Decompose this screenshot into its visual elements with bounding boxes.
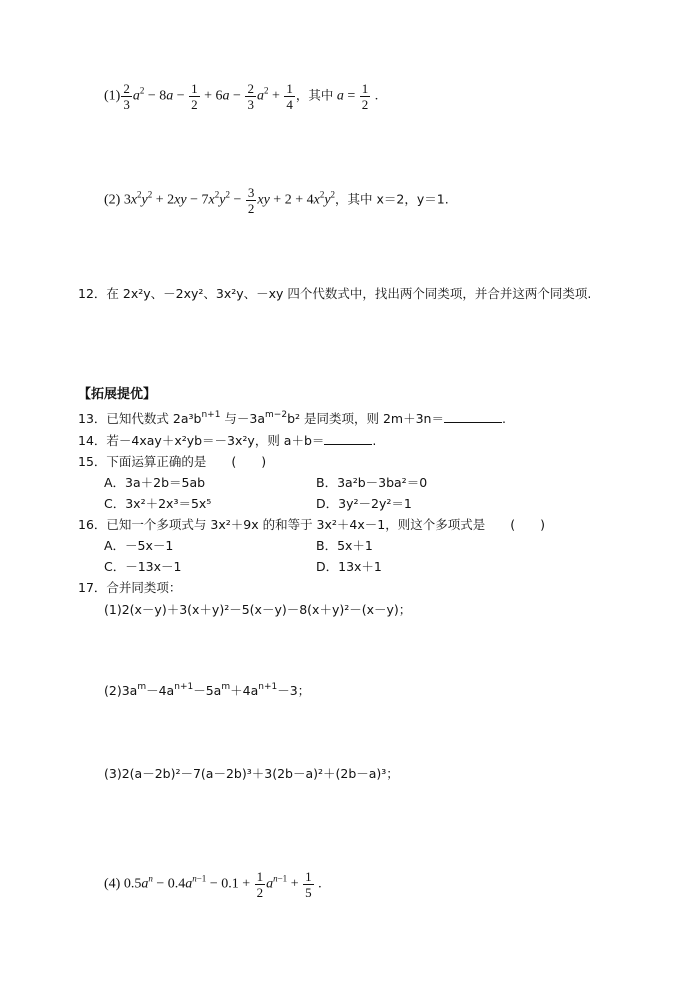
question-17-part-3: (3)2(a－2b)²－7(a－2b)³＋3(2b－a)²＋(2b－a)³； (104, 766, 399, 781)
question-17-stem: 17．合并同类项： (78, 580, 182, 595)
question-15-option-c: C．3x²＋2x³＝5x⁵ (104, 496, 212, 511)
question-15-stem: 15．下面运算正确的是 ( ) (78, 454, 267, 469)
fraction: $\frac{1}{5}$ (305, 869, 312, 900)
question-17-part-4: (4) $0.5a^n - 0.4a^{n-1} - 0.1$ + $\frac{1}{2}$ $a^{n-1}$ + $\frac{1}{5}$ . (104, 869, 322, 900)
question-16-option-b: B．5x＋1 (316, 538, 373, 553)
fraction: $\frac{2}{3}$ (123, 81, 130, 112)
problem-1-label: (1) (104, 88, 121, 104)
fraction: $\frac{1}{4}$ (286, 81, 293, 112)
question-16-option-d: D．13x＋1 (316, 559, 382, 574)
question-16-option-c: C．－13x－1 (104, 559, 182, 574)
question-12: 12．在 2x²y、－2xy²、3x²y、－xy 四个代数式中，找出两个同类项，并合并这两个同类项. (78, 286, 592, 301)
fraction: $\frac{3}{2}$ (247, 185, 255, 216)
problem-1-expression: (1) $\frac{2}{3}$ $a^2 - 8a$ − $\frac{1}{2}$ + 6a − $\frac{2}{3}$ $a^2$ + $\frac{1}{4}$ ，其中 a = $\frac{1}{2}$ . (104, 81, 379, 112)
part-4-label: (4) (104, 876, 121, 892)
question-15-option-d: D．3y²－2y²＝1 (316, 496, 412, 511)
question-14: 14．若－4xay＋x²yb＝－3x²y，则 a＋b＝ . (78, 433, 377, 448)
section-title: 【拓展提优】 (78, 387, 157, 402)
problem-2-label: (2) (104, 192, 121, 208)
problem-1-condition: ，其中 (295, 87, 334, 103)
question-15-option-b: B．3a²b－3ba²＝0 (316, 475, 428, 490)
question-16-option-a: A．－5x－1 (104, 538, 174, 553)
fraction: $\frac{2}{3}$ (247, 81, 254, 112)
fraction: $\frac{1}{2}$ (191, 81, 198, 112)
question-16-stem: 16．已知一个多项式与 3x²＋9x 的和等于 3x²＋4x－1，则这个多项式是 ( ) (78, 517, 545, 532)
fraction: $\frac{1}{2}$ (361, 81, 369, 112)
question-17-part-1: (1)2(x－y)＋3(x＋y)²－5(x－y)－8(x＋y)²－(x－y)； (104, 602, 412, 617)
question-17-part-2: $(2)3a^m-4a^{n+1}-5a^m+4a^{n+1}-3$； (104, 682, 311, 698)
problem-2-expression: (2) $3x^2y^2 + 2xy - 7x^2y^2$ − $\frac{3}{2}$ xy + $2 + 4x^2y^2$，其中 x＝2，y＝1. (104, 185, 449, 216)
question-13: 13．已知代数式 $2a^3b^{n+1}$ 与$-3a^{m-2}b^2$ 是同类项，则 2m＋3n＝ . (78, 410, 506, 426)
question-15-option-a: A．3a＋2b＝5ab (104, 475, 206, 490)
answer-blank[interactable] (444, 411, 502, 423)
answer-blank[interactable] (324, 433, 372, 445)
problem-2-condition: ，其中 x＝2，y＝1. (335, 191, 449, 207)
fraction: $\frac{1}{2}$ (256, 869, 264, 900)
